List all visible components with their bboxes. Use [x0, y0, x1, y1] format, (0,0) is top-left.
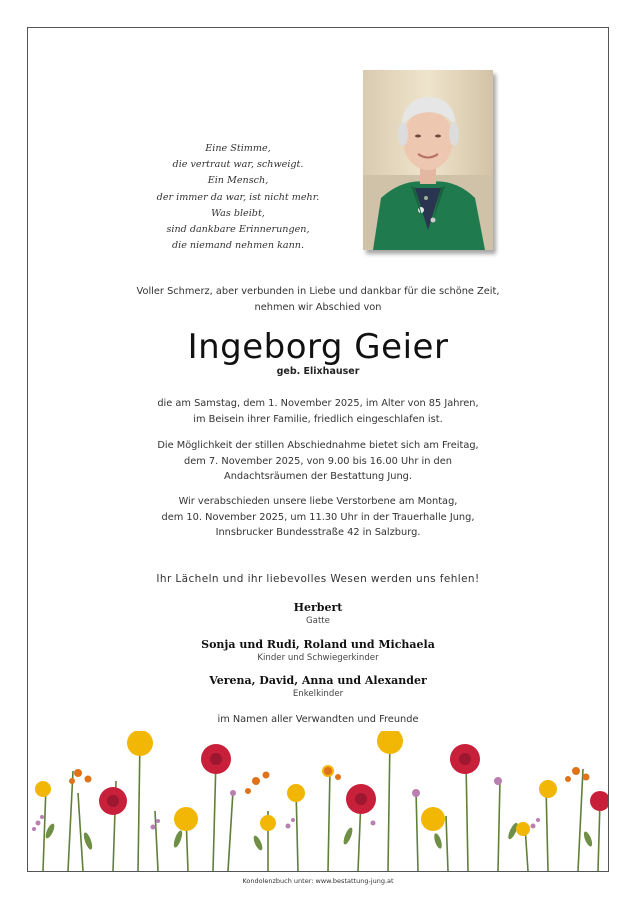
poem-line: sind dankbare Erinnerungen, — [166, 224, 310, 236]
birth-name: geb. Elixhauser — [276, 366, 360, 377]
poem-line: Was bleibt, — [211, 207, 265, 219]
death-notice-paragraph — [28, 396, 608, 427]
parte-frame — [27, 27, 609, 872]
mourner-role: Enkelkinder — [292, 689, 344, 699]
paragraph-line: Wir verabschieden unsere liebe Verstorbene am Montag, — [178, 496, 458, 507]
paragraph-line: dem 10. November 2025, um 11.30 Uhr in der Trauerhalle Jung, — [161, 511, 475, 523]
poem-line: die vertraut war, schweigt. — [172, 159, 304, 171]
closing-sentence: Ihr Lächeln und ihr liebevolles Wesen werden uns fehlen! — [156, 573, 480, 585]
paragraph-line: im Beisein ihrer Familie, friedlich eingeschlafen ist. — [193, 413, 443, 425]
poem-line: Eine Stimme, — [205, 143, 271, 154]
intro-line: nehmen wir Abschied von — [254, 302, 382, 313]
poem-line: die niemand nehmen kann. — [171, 240, 305, 252]
flower-border-decoration — [28, 731, 608, 871]
paragraph-line: dem 7. November 2025, von 9.00 bis 16.00 Uhr in den — [184, 455, 452, 467]
paragraph-line: Die Möglichkeit der stillen Abschiednahme bietet sich am Freitag, — [157, 440, 479, 451]
mourner-name: Sonja und Rudi, Roland und Michaela — [201, 638, 435, 651]
mourner-role: Gatte — [306, 616, 330, 626]
poem-line: Ein Mensch, — [207, 175, 269, 187]
mourner-role: Kinder und Schwiegerkinder — [257, 653, 379, 663]
relatives-line: im Namen aller Verwandten und Freunde — [217, 714, 419, 725]
portrait-photo — [363, 70, 493, 250]
viewing-paragraph — [28, 438, 608, 485]
funeral-paragraph — [28, 494, 608, 541]
intro-text — [28, 284, 608, 316]
mourner-name: Verena, David, Anna und Alexander — [209, 674, 427, 687]
deceased-name: Ingeborg Geier — [187, 327, 449, 367]
poem — [148, 141, 328, 254]
paragraph-line: Innsbrucker Bundesstraße 42 in Salzburg. — [215, 527, 421, 539]
mourner-name: Herbert — [293, 601, 343, 614]
paragraph-line: Andachtsräumen der Bestattung Jung. — [224, 471, 412, 483]
poem-line: der immer da war, ist nicht mehr. — [156, 191, 320, 203]
condolence-footer: Kondolenzbuch unter: www.bestattung-jung.at — [242, 877, 394, 885]
intro-line: Voller Schmerz, aber verbunden in Liebe und dankbar für die schöne Zeit, — [136, 286, 500, 297]
paragraph-line: die am Samstag, dem 1. November 2025, im Alter von 85 Jahren, — [157, 398, 479, 409]
